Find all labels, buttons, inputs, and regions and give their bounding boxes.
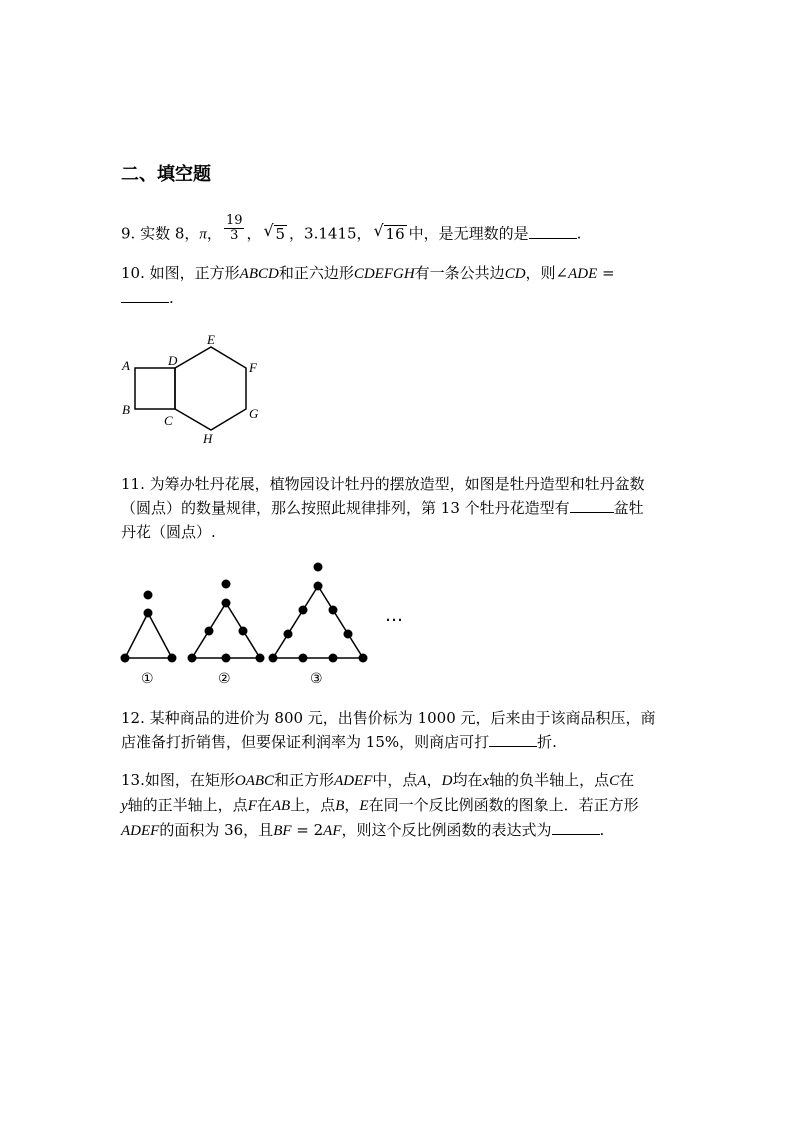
label-e: E xyxy=(207,332,215,347)
dot xyxy=(121,654,130,663)
q13-t10: 上，点 xyxy=(290,796,336,814)
q13-t7: 在 xyxy=(619,771,635,789)
q10-t5: = xyxy=(597,264,615,282)
dot xyxy=(314,563,323,572)
figure-2-label: ② xyxy=(218,671,231,687)
q13-m13: BF xyxy=(273,823,292,839)
q13-m1: OABC xyxy=(234,773,275,789)
dot xyxy=(144,609,153,618)
square-hexagon-figure xyxy=(115,330,275,450)
q9-sep3: ，3.1415， xyxy=(289,224,372,243)
q10-m3: CD xyxy=(504,266,526,282)
q13-m14: AF xyxy=(323,823,342,839)
q13-t2: 和正方形 xyxy=(274,771,335,789)
q13-m3: A xyxy=(417,773,427,789)
q13-m5: x xyxy=(482,773,490,789)
q13-m9: AB xyxy=(271,798,291,814)
q10-t2: 和正六边形 xyxy=(278,264,354,282)
dot xyxy=(256,654,265,663)
dot xyxy=(168,654,177,663)
question-13 xyxy=(121,768,681,843)
q13-t12: 在同一个反比例函数的图象上．若正方形 xyxy=(368,796,639,814)
q10-answer-blank[interactable] xyxy=(121,288,169,303)
q13-t8: 轴的正半轴上，点 xyxy=(127,796,248,814)
q13-t9: 在 xyxy=(256,796,272,814)
dot xyxy=(299,654,308,663)
q13-m6: C xyxy=(609,773,620,789)
triangle-1 xyxy=(125,613,172,658)
sqrt-sign-icon: √ xyxy=(263,220,274,240)
label-a: A xyxy=(122,358,130,373)
label-h: H xyxy=(203,431,213,446)
q9-frac-num: 19 xyxy=(225,213,243,228)
square-abcd xyxy=(135,368,175,409)
q10-m4: ADE xyxy=(568,266,598,282)
q11-answer-blank[interactable] xyxy=(570,498,614,513)
dot xyxy=(205,627,214,636)
dot xyxy=(222,599,231,608)
q13-m4: D xyxy=(441,773,453,789)
dot xyxy=(344,630,353,639)
q11-number: 11. xyxy=(121,475,145,493)
q13-m10: B xyxy=(335,798,345,814)
figure-3-label: ③ xyxy=(310,671,323,687)
figure-1-label: ① xyxy=(141,671,154,687)
q13-t11: ， xyxy=(344,796,360,814)
q9-sqrt16-radicand: 16 xyxy=(385,224,405,243)
q11-line2b: 盆牡 xyxy=(613,499,644,517)
q11-line2a: （圆点）的数量规律，那么按照此规律排列，第 13 个牡丹花造型有 xyxy=(121,499,570,517)
q13-t6: 轴的负半轴上，点 xyxy=(489,771,610,789)
q9-end: . xyxy=(576,224,582,243)
triangle-3 xyxy=(273,586,363,658)
q9-frac-den: 3 xyxy=(230,228,239,243)
dot xyxy=(314,582,323,591)
q13-m12: ADEF xyxy=(121,823,160,839)
q13-answer-blank[interactable] xyxy=(552,820,600,835)
dot xyxy=(329,654,338,663)
q13-m8: F xyxy=(247,798,257,814)
question-9 xyxy=(121,213,681,249)
q9-lead: 实数 8， xyxy=(140,224,200,243)
q11-line3: 丹花（圆点）. xyxy=(121,523,216,541)
ellipsis: … xyxy=(385,605,403,626)
triangle-2 xyxy=(192,603,260,658)
q13-t15: ，则这个反比例函数的表达式为 xyxy=(341,821,552,839)
q13-m7: y xyxy=(121,798,128,814)
dot xyxy=(239,627,248,636)
hexagon-cdefgh xyxy=(175,347,246,430)
dot xyxy=(329,606,338,615)
label-c: C xyxy=(164,413,173,428)
q10-t3: 有一条公共边 xyxy=(414,264,505,282)
q9-sqrt5-radicand: 5 xyxy=(275,224,286,243)
q9-number: 9. xyxy=(121,224,136,243)
dot xyxy=(284,630,293,639)
q12-line1: 某种商品的进价为 800 元，出售价标为 1000 元，后来由于该商品积压，商 xyxy=(149,709,656,727)
label-g: G xyxy=(249,406,259,421)
question-12 xyxy=(121,706,681,754)
q13-number: 13. xyxy=(121,771,145,789)
q10-t4: ，则∠ xyxy=(525,264,569,282)
dot xyxy=(269,654,278,663)
q12-line2a: 店准备打折销售，但要保证利润率为 15%，则商店可打 xyxy=(121,733,490,751)
q13-m11: E xyxy=(359,798,369,814)
dot xyxy=(299,606,308,615)
q9-sep2: ， xyxy=(246,224,262,243)
q13-t3: 中，点 xyxy=(372,771,418,789)
q9-fraction xyxy=(224,214,245,243)
q13-t1: 如图，在矩形 xyxy=(144,771,235,789)
dot xyxy=(144,591,153,600)
q13-t14: = 2 xyxy=(291,821,324,839)
q13-end: . xyxy=(599,821,605,839)
q10-m1: ABCD xyxy=(239,266,279,282)
q13-t5: 均在 xyxy=(452,771,483,789)
q13-t13: 的面积为 36，且 xyxy=(159,821,274,839)
peony-pattern-figure xyxy=(115,555,415,690)
q12-number: 12. xyxy=(121,709,145,727)
question-10 xyxy=(121,261,681,310)
q9-sqrt16 xyxy=(374,222,407,246)
dot xyxy=(359,654,368,663)
q13-m2: ADEF xyxy=(334,773,373,789)
q9-sep1: ， xyxy=(206,224,222,243)
q10-t1: 如图，正方形 xyxy=(149,264,240,282)
q11-line1: 为筹办牡丹花展，植物园设计牡丹的摆放造型，如图是牡丹造型和牡丹盆数 xyxy=(149,475,645,493)
q13-t4: ， xyxy=(426,771,442,789)
q10-end: . xyxy=(169,289,174,307)
q12-answer-blank[interactable] xyxy=(489,732,537,747)
q9-answer-blank[interactable] xyxy=(529,224,577,239)
dot xyxy=(222,580,231,589)
sqrt-sign-icon: √ xyxy=(373,220,384,240)
label-d: D xyxy=(168,353,178,368)
label-b: B xyxy=(122,402,130,417)
dot xyxy=(188,654,197,663)
q12-line2b: 折. xyxy=(537,733,557,751)
q9-pi: π xyxy=(199,226,207,243)
question-11 xyxy=(121,472,681,544)
section-title: 二、填空题 xyxy=(121,164,211,185)
q9-tail: 中，是无理数的是 xyxy=(408,224,529,243)
q9-sqrt5 xyxy=(264,222,288,246)
label-f: F xyxy=(249,360,257,375)
dot xyxy=(222,654,231,663)
q10-m2: CDEFGH xyxy=(353,266,415,282)
q10-number: 10. xyxy=(121,264,145,282)
